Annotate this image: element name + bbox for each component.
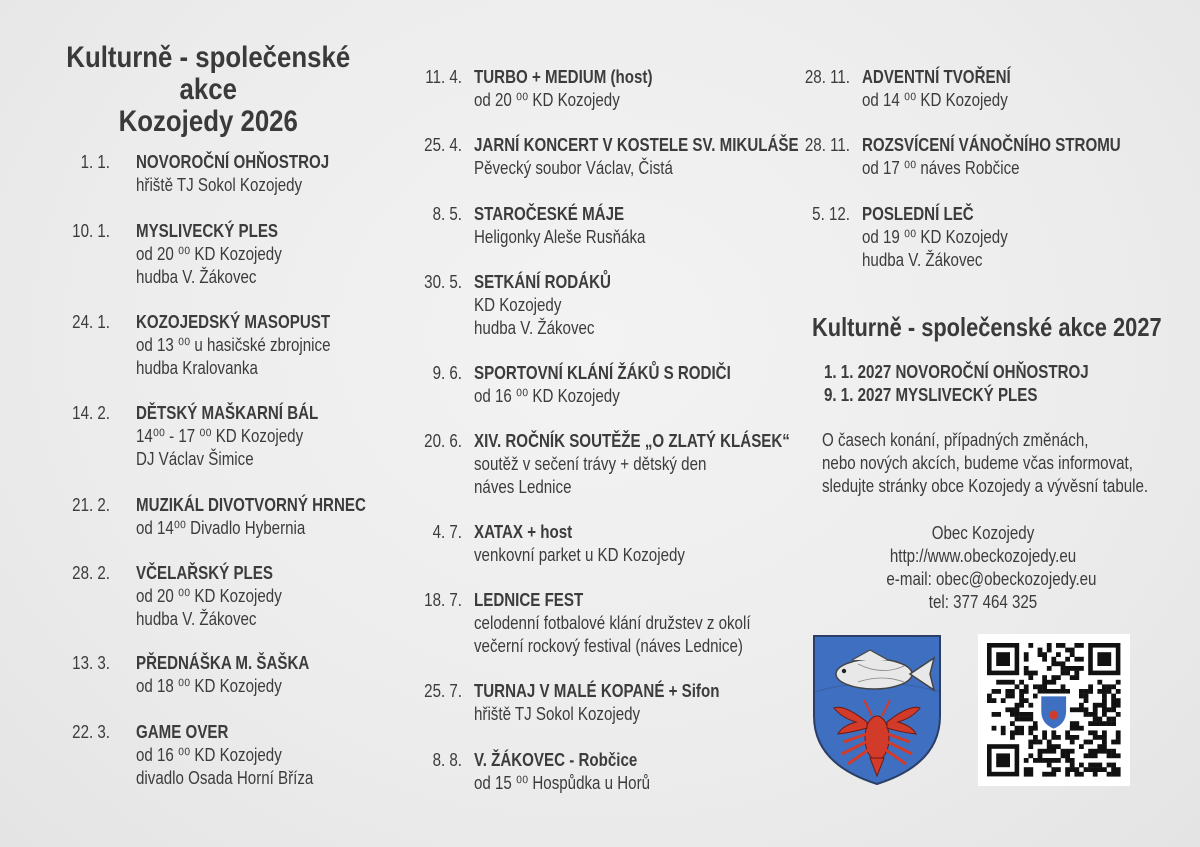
page-title — [47, 42, 370, 138]
next-year-item: 9. 1. 2027 MYSLIVECKÝ PLES — [824, 385, 1038, 405]
event-date: 18. 7. — [424, 590, 462, 610]
event-date: 25. 7. — [424, 681, 462, 701]
event-detail-line: od 14 ⁰⁰ KD Kozojedy — [862, 90, 1008, 110]
event-details — [136, 311, 331, 380]
event-name: VČELAŘSKÝ PLES — [136, 563, 273, 583]
event-name: V. ŽÁKOVEC - Robčice — [474, 750, 638, 770]
event-date: 28. 11. — [804, 135, 850, 155]
event-details — [862, 66, 1011, 112]
event-detail-line: Heligonky Aleše Rusňáka — [474, 227, 646, 247]
event-detail-line: od 16 ⁰⁰ KD Kozojedy — [136, 745, 282, 765]
event-name: PŘEDNÁŠKA M. ŠAŠKA — [136, 653, 310, 673]
event-detail-line: divadlo Osada Horní Bříza — [136, 768, 314, 788]
info-line: nebo nových akcích, budeme včas informovat, — [822, 453, 1133, 473]
event-details — [474, 362, 731, 408]
event-details — [136, 402, 318, 471]
event-name: GAME OVER — [136, 722, 229, 742]
event-details — [474, 680, 719, 726]
event-detail-line: hřiště TJ Sokol Kozojedy — [474, 704, 641, 724]
event-details — [136, 652, 309, 698]
event-detail-line: od 19 ⁰⁰ KD Kozojedy — [862, 227, 1008, 247]
event-date: 4. 7. — [432, 522, 462, 542]
event-date: 13. 3. — [72, 653, 110, 673]
info-text — [822, 429, 1149, 498]
event-name: XIV. ROČNÍK SOUTĚŽE „O ZLATÝ KLÁSEK“ — [474, 431, 790, 451]
event-details — [862, 134, 1121, 180]
event-detail-line: hudba Kralovanka — [136, 358, 258, 378]
event-detail-line: od 20 ⁰⁰ KD Kozojedy — [136, 586, 282, 606]
event-date: 20. 6. — [424, 431, 462, 451]
event-date: 8. 5. — [432, 204, 462, 224]
event-detail-line: KD Kozojedy — [474, 295, 562, 315]
event-detail-line: večerní rockový festival (náves Lednice) — [474, 636, 743, 656]
event-detail-line: hudba V. Žákovec — [862, 250, 983, 270]
event-name: NOVOROČNÍ OHŇOSTROJ — [136, 152, 330, 172]
event-details — [474, 430, 790, 499]
event-detail-line: od 20 ⁰⁰ KD Kozojedy — [136, 244, 282, 264]
event-name: POSLEDNÍ LEČ — [862, 204, 974, 224]
event-date: 11. 4. — [425, 67, 462, 87]
event-name: ADVENTNÍ TVOŘENÍ — [862, 67, 1011, 87]
title-line-2: Kozojedy 2026 — [118, 105, 298, 138]
event-details — [862, 203, 1008, 272]
event-date: 14. 2. — [72, 403, 110, 423]
event-detail-line: soutěž v sečení trávy + dětský den — [474, 454, 707, 474]
event-details — [474, 203, 645, 249]
event-detail-line: od 17 ⁰⁰ náves Robčice — [862, 158, 1020, 178]
event-date: 21. 2. — [72, 495, 110, 515]
event-name: STAROČESKÉ MÁJE — [474, 204, 625, 224]
event-date: 25. 4. — [424, 135, 462, 155]
event-date: 10. 1. — [72, 221, 110, 241]
event-detail-line: hudba V. Žákovec — [136, 609, 257, 629]
event-detail-line: 14⁰⁰ - 17 ⁰⁰ KD Kozojedy — [136, 426, 304, 446]
event-date: 30. 5. — [424, 272, 462, 292]
event-details — [474, 271, 611, 340]
next-year-item: 1. 1. 2027 NOVOROČNÍ OHŇOSTROJ — [824, 362, 1089, 382]
title-line-1: Kulturně - společenské akce — [66, 41, 351, 106]
event-detail-line: Pěvecký soubor Václav, Čistá — [474, 158, 673, 178]
event-detail-line: od 16 ⁰⁰ KD Kozojedy — [474, 386, 620, 406]
event-detail-line: celodenní fotbalové klání družstev z okolí — [474, 613, 751, 633]
contact-org: Obec Kozojedy — [931, 523, 1035, 543]
event-details — [474, 589, 751, 658]
contact-web-link[interactable]: http://www.obeckozojedy.eu — [889, 546, 1077, 566]
event-name: SETKÁNÍ RODÁKŮ — [474, 272, 611, 292]
event-date: 9. 6. — [432, 363, 462, 383]
event-details — [136, 494, 366, 540]
event-name: ROZSVÍCENÍ VÁNOČNÍHO STROMU — [862, 135, 1121, 155]
event-name: TURBO + MEDIUM (host) — [474, 67, 653, 87]
event-details — [474, 134, 799, 180]
event-date: 1. 1. — [80, 152, 110, 172]
event-name: TURNAJ V MALÉ KOPANÉ + Sifon — [474, 681, 720, 701]
event-detail-line: DJ Václav Šimice — [136, 449, 254, 469]
contact-block — [886, 522, 1097, 614]
event-name: XATAX + host — [474, 522, 573, 542]
event-detail-line: od 13 ⁰⁰ u hasičské zbrojnice — [136, 335, 331, 355]
event-date: 28. 2. — [72, 563, 110, 583]
event-name: KOZOJEDSKÝ MASOPUST — [136, 312, 331, 332]
next-year-list — [824, 361, 1089, 407]
next-year-title: Kulturně - společenské akce 2027 — [812, 312, 1162, 342]
event-name: LEDNICE FEST — [474, 590, 584, 610]
event-name: SPORTOVNÍ KLÁNÍ ŽÁKŮ S RODIČI — [474, 363, 731, 383]
coat-of-arms-icon — [812, 634, 942, 786]
event-details — [136, 562, 282, 631]
event-detail-line: od 15 ⁰⁰ Hospůdka u Horů — [474, 773, 651, 793]
event-detail-line: hudba V. Žákovec — [136, 267, 257, 287]
event-detail-line: od 14⁰⁰ Divadlo Hybernia — [136, 518, 306, 538]
event-name: JARNÍ KONCERT V KOSTELE SV. MIKULÁŠE — [474, 135, 799, 155]
event-detail-line: venkovní parket u KD Kozojedy — [474, 545, 685, 565]
info-line: sledujte stránky obce Kozojedy a vývěsní tabule. — [822, 476, 1149, 496]
event-details — [136, 721, 313, 790]
event-details — [474, 66, 652, 112]
event-details — [136, 151, 329, 197]
event-details — [474, 521, 685, 567]
event-date: 22. 3. — [72, 722, 110, 742]
event-date: 5. 12. — [812, 204, 850, 224]
contact-phone: tel: 377 464 325 — [928, 592, 1038, 612]
event-name: DĚTSKÝ MAŠKARNÍ BÁL — [136, 403, 319, 423]
event-details — [474, 749, 650, 795]
event-detail-line: hřiště TJ Sokol Kozojedy — [136, 175, 303, 195]
event-detail-line: hudba V. Žákovec — [474, 318, 595, 338]
event-detail-line: náves Lednice — [474, 477, 572, 497]
event-details — [136, 220, 282, 289]
event-date: 24. 1. — [72, 312, 110, 332]
event-date: 28. 11. — [804, 67, 850, 87]
event-detail-line: od 20 ⁰⁰ KD Kozojedy — [474, 90, 620, 110]
info-line: O časech konání, případných změnách, — [822, 430, 1089, 450]
contact-email[interactable]: e-mail: obec@obeckozojedy.eu — [886, 569, 1097, 589]
event-name: MYSLIVECKÝ PLES — [136, 221, 278, 241]
event-date: 8. 8. — [432, 750, 462, 770]
event-name: MUZIKÁL DIVOTVORNÝ HRNEC — [136, 495, 366, 515]
event-detail-line: od 18 ⁰⁰ KD Kozojedy — [136, 676, 282, 696]
qr-code-icon[interactable] — [978, 634, 1130, 786]
